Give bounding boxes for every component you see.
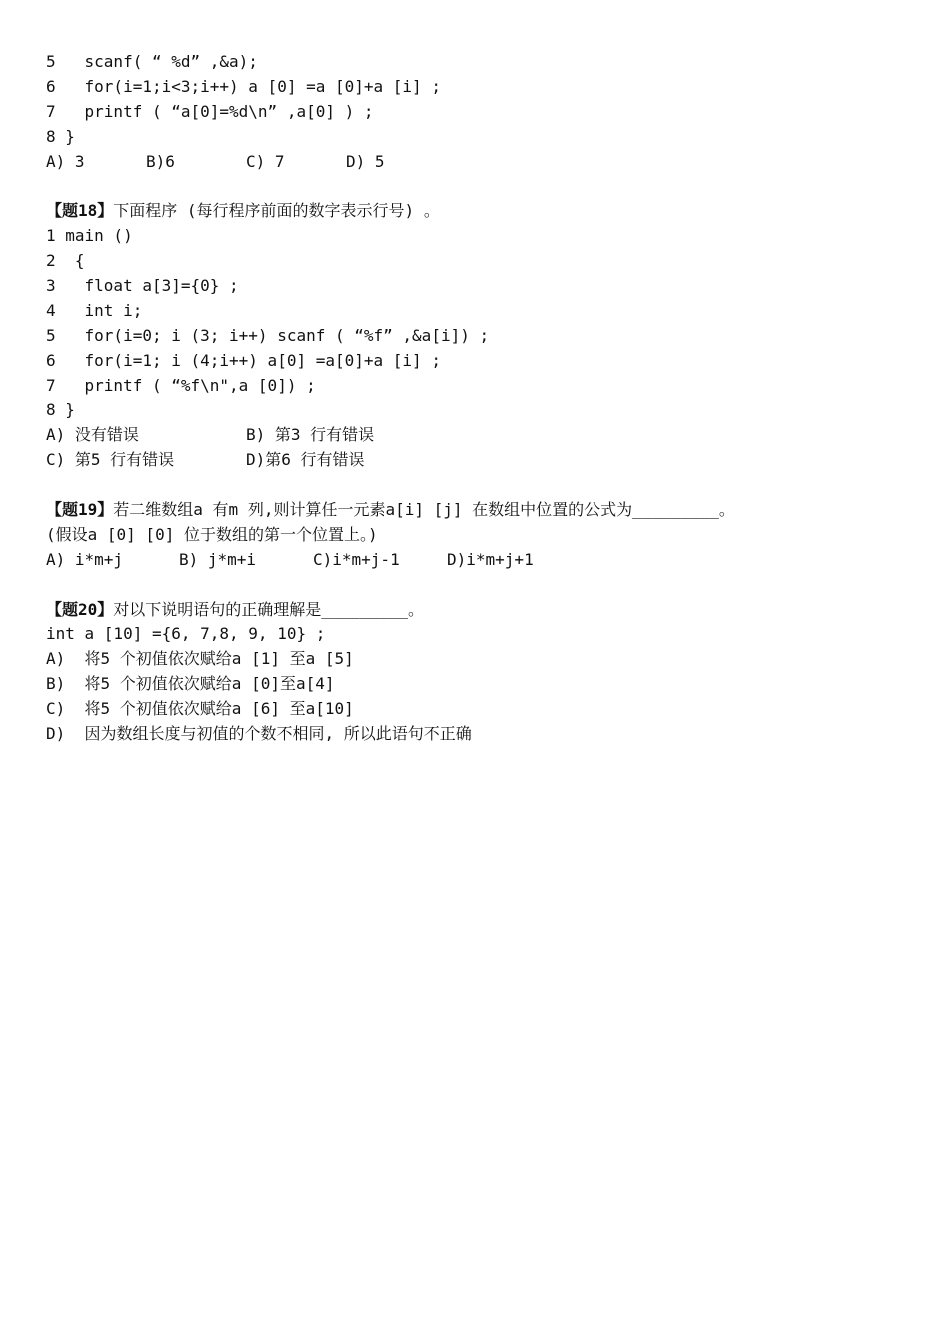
code-line: 8 } — [46, 400, 75, 420]
code-line: 8 } — [46, 126, 75, 146]
q20-option-c: C) 将5 个初值依次赋给a [6] 至a[10] — [46, 699, 354, 719]
q18-option-b: B) 第3 行有错误 — [246, 425, 375, 445]
code-line: 5 for(i=0; i (3; i++) scanf ( “%f” ,&a[i]) ; — [46, 325, 490, 345]
q20-option-b: B) 将5 个初值依次赋给a [0]至a[4] — [46, 674, 335, 694]
q19-stem-note: (假设a [0] [0] 位于数组的第一个位置上。) — [46, 524, 378, 544]
spacer — [46, 174, 926, 199]
q20-option-a: A) 将5 个初值依次赋给a [1] 至a [5] — [46, 649, 354, 669]
q19-option-c: C)i*m+j-1 — [313, 549, 400, 569]
q19-options — [46, 548, 926, 573]
spacer — [46, 573, 926, 598]
document-page — [46, 50, 926, 747]
q19-number: 【题19】 — [46, 500, 114, 520]
spacer — [46, 473, 926, 498]
q17-options — [46, 150, 926, 175]
code-line: 1 main () — [46, 226, 133, 246]
q20 — [46, 598, 926, 747]
code-line: int a [10] ={6, 7,8, 9, 10} ; — [46, 624, 326, 644]
q19-option-b: B) j*m+i — [179, 549, 257, 569]
q20-number: 【题20】 — [46, 599, 114, 619]
q19-stem-line — [46, 498, 926, 523]
code-line: 4 int i; — [46, 300, 143, 320]
q18-options-row — [46, 423, 926, 448]
q17-tail — [46, 50, 926, 174]
code-line: 6 for(i=1;i<3;i++) a [0] =a [0]+a [i] ; — [46, 76, 441, 96]
q18-option-d: D)第6 行有错误 — [246, 450, 365, 470]
q18-stem: 下面程序 (每行程序前面的数字表示行号) 。 — [113, 201, 440, 221]
q18-options-row — [46, 448, 926, 473]
q20-stem: 对以下说明语句的正确理解是_________。 — [113, 599, 424, 619]
q18-option-c: C) 第5 行有错误 — [46, 450, 175, 470]
code-line: 6 for(i=1; i (4;i++) a[0] =a[0]+a [i] ; — [46, 350, 441, 370]
code-line: 2 { — [46, 251, 85, 271]
q18 — [46, 199, 926, 473]
q17-option-c: C) 7 — [246, 151, 285, 171]
q19-option-d: D)i*m+j+1 — [447, 549, 534, 569]
code-line: 7 printf ( “%f\n",a [0]) ; — [46, 375, 316, 395]
q17-option-a: A) 3 — [46, 151, 85, 171]
q19-stem: 若二维数组a 有m 列,则计算任一元素a[i] [j] 在数组中位置的公式为_________。 — [113, 500, 735, 520]
code-line: 3 float a[3]={0} ; — [46, 276, 239, 296]
code-line: 7 printf ( “a[0]=%d\n” ,a[0] ) ; — [46, 101, 374, 121]
q17-option-b: B)6 — [146, 151, 175, 171]
q19 — [46, 498, 926, 573]
code-line: 5 scanf( “ %d” ,&a); — [46, 52, 258, 71]
q17-option-d: D) 5 — [346, 151, 385, 171]
q20-stem-line — [46, 598, 926, 623]
q18-stem-line — [46, 199, 926, 224]
q20-option-d: D) 因为数组长度与初值的个数不相同, 所以此语句不正确 — [46, 724, 472, 744]
q18-option-a: A) 没有错误 — [46, 425, 139, 445]
q18-number: 【题18】 — [46, 201, 114, 221]
q19-option-a: A) i*m+j — [46, 549, 124, 569]
